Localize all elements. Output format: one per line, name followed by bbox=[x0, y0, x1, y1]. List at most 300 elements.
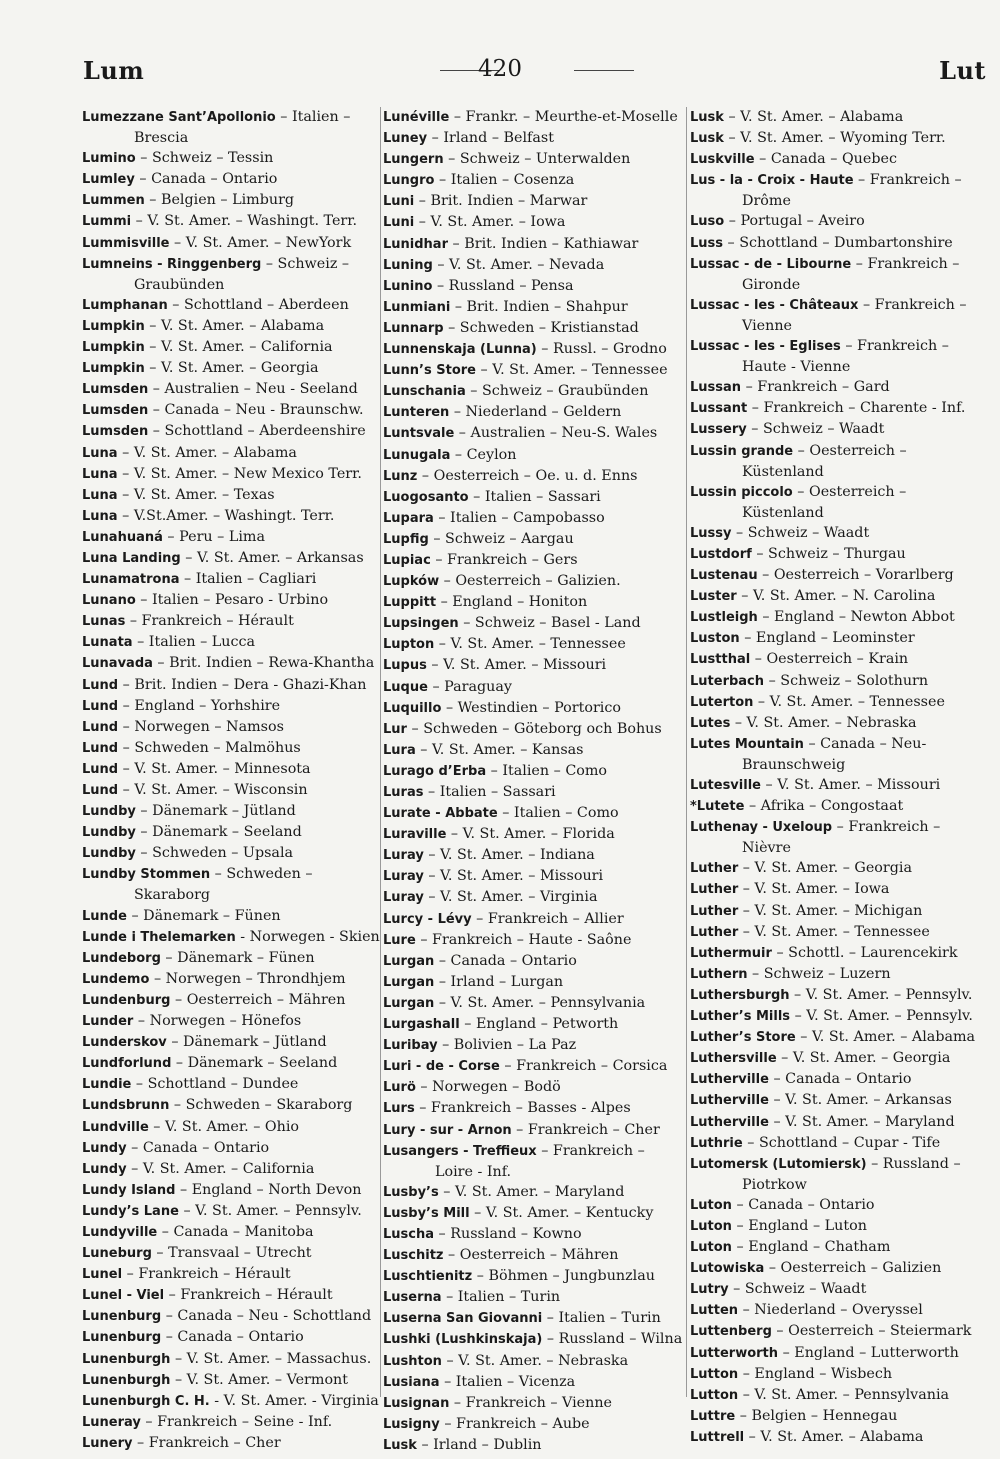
entry-location: – Canada – Ontario bbox=[731, 1196, 875, 1213]
entry-location: Nièvre bbox=[742, 840, 791, 857]
entry-location: – England – Yorhshire bbox=[118, 697, 281, 714]
entry-location: – Schweiz – Unterwalden bbox=[443, 151, 631, 168]
gazetteer-entry bbox=[82, 254, 378, 275]
entry-headword: Lurgan bbox=[383, 974, 435, 990]
entry-headword: Luton bbox=[690, 1218, 732, 1234]
gazetteer-entry bbox=[82, 569, 378, 590]
entry-headword: Luntsvale bbox=[383, 426, 455, 442]
entry-headword: Lunde i Thelemarken bbox=[82, 929, 236, 945]
entry-headword: Lusby’s Mill bbox=[383, 1205, 470, 1221]
gazetteer-entry bbox=[383, 1329, 688, 1350]
entry-location: – Oesterreich – Steiermark bbox=[771, 1323, 972, 1340]
gazetteer-entry bbox=[690, 985, 988, 1006]
entry-location: – Frankreich – bbox=[536, 1142, 645, 1159]
gazetteer-entry bbox=[383, 677, 688, 698]
gazetteer-entry bbox=[383, 487, 688, 508]
gazetteer-entry bbox=[383, 128, 688, 149]
entry-headword: Lunmiani bbox=[383, 299, 451, 315]
header-left-catchword: Lum bbox=[83, 56, 145, 85]
entry-continuation bbox=[82, 275, 378, 295]
entry-headword: Lury - sur - Arnon bbox=[383, 1122, 512, 1138]
entry-location: – Italien – Vicenza bbox=[439, 1373, 576, 1390]
page-header bbox=[0, 52, 1000, 92]
gazetteer-entry bbox=[690, 1133, 988, 1154]
entry-location: – Schweiz – Waadt bbox=[728, 1281, 867, 1298]
entry-location: – V. St. Amer. – Pennsylv. bbox=[789, 986, 973, 1003]
entry-headword: Lunenburgh bbox=[82, 1372, 171, 1388]
entry-location: – Italien – Pesaro - Urbino bbox=[135, 592, 329, 609]
entry-continuation bbox=[690, 191, 988, 211]
entry-headword: Luning bbox=[383, 257, 433, 273]
entry-headword: Lusignan bbox=[383, 1395, 450, 1411]
gazetteer-entry bbox=[82, 316, 378, 337]
entry-headword: Luso bbox=[690, 214, 725, 230]
entry-location: – Frankreich – Seine - Inf. bbox=[140, 1413, 333, 1430]
entry-headword: Luray bbox=[383, 869, 424, 885]
entry-headword: Lushki (Lushkinskaja) bbox=[383, 1332, 543, 1348]
gazetteer-entry bbox=[383, 1098, 688, 1119]
entry-headword: Lumsden bbox=[82, 382, 149, 398]
entry-location: – Brit. Indien – Shahpur bbox=[450, 298, 628, 315]
gazetteer-entry bbox=[383, 1035, 688, 1056]
gazetteer-entry bbox=[690, 233, 988, 254]
entry-location: – V. St. Amer. – Tennessee bbox=[738, 923, 930, 940]
entry-location: – Canada – Ontario bbox=[134, 171, 278, 188]
entry-location: – Transvaal – Utrecht bbox=[151, 1245, 312, 1262]
gazetteer-entry bbox=[383, 719, 688, 740]
gazetteer-entry bbox=[82, 611, 378, 632]
entry-location: – V. St. Amer. – Wisconsin bbox=[118, 782, 308, 798]
gazetteer-entry bbox=[383, 824, 688, 845]
entry-headword: Luri - de - Corse bbox=[383, 1059, 500, 1075]
gazetteer-entry bbox=[690, 628, 988, 649]
gazetteer-entry bbox=[690, 943, 988, 964]
entry-location: – V. St. Amer. – NewYork bbox=[169, 234, 352, 251]
entry-headword: Lupków bbox=[383, 574, 440, 590]
gazetteer-entry bbox=[383, 592, 688, 613]
gazetteer-entry bbox=[383, 107, 688, 128]
gazetteer-entry bbox=[690, 1090, 988, 1111]
gazetteer-entry bbox=[690, 1112, 988, 1133]
entry-headword: Lunano bbox=[82, 593, 136, 609]
entry-location: – Frankreich – bbox=[832, 819, 941, 836]
entry-location: – V.St.Amer. – Washingt. Terr. bbox=[117, 507, 335, 524]
entry-headword: Luserna San Giovanni bbox=[383, 1311, 543, 1327]
entry-location: – Niederland – Overyssel bbox=[738, 1302, 923, 1319]
entry-location: – V. St. Amer. – Georgia bbox=[144, 360, 319, 377]
entry-location: – Italien – Lucca bbox=[132, 634, 256, 651]
entry-headword: Lusk bbox=[690, 110, 724, 125]
gazetteer-entry bbox=[82, 443, 378, 464]
entry-headword: Lussac - les - Eglises bbox=[690, 339, 841, 355]
entry-headword: Lupara bbox=[383, 510, 434, 526]
entry-location: Loire - Inf. bbox=[435, 1163, 512, 1180]
entry-location: – V. St. Amer. – Virginia bbox=[423, 889, 598, 906]
entry-location: Küstenland bbox=[742, 504, 824, 521]
entry-location: – Frankreich – Basses - Alpes bbox=[414, 1100, 631, 1117]
entry-headword: Lund bbox=[82, 677, 119, 693]
gazetteer-entry bbox=[690, 671, 988, 692]
entry-location: Drôme bbox=[742, 193, 791, 210]
entry-headword: Lumsden bbox=[82, 403, 149, 419]
gazetteer-entry bbox=[383, 1435, 688, 1456]
entry-headword: Lutherville bbox=[690, 1072, 769, 1088]
gazetteer-entry bbox=[82, 780, 378, 801]
gazetteer-entry bbox=[82, 969, 378, 990]
entry-location: – Westindien – Portorico bbox=[441, 699, 621, 716]
gazetteer-entry bbox=[383, 571, 688, 592]
gazetteer-entry bbox=[82, 1222, 378, 1243]
entry-headword: Lupus bbox=[383, 658, 427, 674]
entry-headword: Luserna bbox=[383, 1290, 442, 1306]
entry-headword: Luney bbox=[383, 131, 428, 147]
gazetteer-entry bbox=[383, 212, 688, 233]
entry-location: – Norwegen – Throndhjem bbox=[149, 970, 346, 987]
entry-location: – Oesterreich – Galizien. bbox=[439, 573, 621, 590]
gazetteer-entry bbox=[82, 801, 378, 822]
gazetteer-entry bbox=[82, 169, 378, 190]
gazetteer-entry bbox=[82, 295, 378, 316]
entry-headword: Lunenburg bbox=[82, 1330, 162, 1346]
entry-location: – Russl. – Grodno bbox=[536, 341, 667, 358]
gazetteer-entry bbox=[82, 1285, 378, 1306]
entry-location: Brescia bbox=[134, 130, 189, 147]
entry-location: – V. St. Amer. – Florida bbox=[446, 826, 615, 843]
gazetteer-entry bbox=[383, 445, 688, 466]
entry-location: – Schottland – Dundee bbox=[131, 1076, 299, 1093]
entry-headword: Lunata bbox=[82, 635, 133, 651]
entry-headword: Luna bbox=[82, 508, 118, 524]
entry-location: – V. St. Amer. – Alabama bbox=[744, 1428, 924, 1445]
entry-headword: Lurgashall bbox=[383, 1017, 460, 1033]
entry-headword: Lunschania bbox=[383, 384, 466, 400]
gazetteer-entry bbox=[690, 565, 988, 586]
entry-headword: Lurcy - Lévy bbox=[383, 911, 472, 927]
gazetteer-entry bbox=[690, 170, 988, 191]
entry-headword: Lurago d’Erba bbox=[383, 763, 487, 779]
entry-location: – Schweiz – Luzern bbox=[747, 965, 891, 982]
gazetteer-entry bbox=[82, 1412, 378, 1433]
gazetteer-entry bbox=[690, 922, 988, 943]
gazetteer-entry bbox=[690, 336, 988, 357]
entry-headword: Luribay bbox=[383, 1038, 438, 1054]
entry-location: – Afrika – Congostaat bbox=[744, 798, 904, 815]
entry-location: – Dänemark – Jütland bbox=[135, 803, 296, 820]
entry-location: – Canada – Manitoba bbox=[157, 1223, 314, 1240]
gazetteer-entry bbox=[82, 190, 378, 211]
entry-headword: Lunde bbox=[82, 908, 127, 924]
entry-headword: Lunn’s Store bbox=[383, 363, 476, 379]
entry-headword: Lumsden bbox=[82, 424, 149, 440]
entry-headword: Luni bbox=[383, 215, 415, 231]
entry-location: – Schweiz – Solothurn bbox=[764, 672, 929, 689]
entry-location: – Schweden – Göteborg och Bohus bbox=[406, 720, 662, 737]
entry-location: – Dänemark – Seeland bbox=[171, 1055, 338, 1072]
gazetteer-entry bbox=[82, 379, 378, 400]
entry-headword: Luther bbox=[690, 903, 739, 919]
entry-location: – Frankreich – Cher bbox=[511, 1121, 660, 1138]
entry-headword: Luttrell bbox=[690, 1429, 745, 1445]
gazetteer-entry bbox=[690, 1427, 988, 1448]
entry-location: – Belgien – Limburg bbox=[144, 192, 295, 209]
gazetteer-entry bbox=[383, 1077, 688, 1098]
entry-headword: Lusk bbox=[690, 131, 724, 147]
entry-location: - V. St. Amer. - Virginia bbox=[209, 1392, 379, 1409]
entry-headword: Lumezzane Sant’Apollonio bbox=[82, 110, 276, 125]
gazetteer-entry bbox=[690, 1154, 988, 1175]
entry-headword: Luthermuir bbox=[690, 945, 772, 961]
entry-headword: Luskville bbox=[690, 152, 755, 168]
entry-headword: Lunel - Viel bbox=[82, 1288, 165, 1304]
gazetteer-entry bbox=[82, 485, 378, 506]
gazetteer-entry bbox=[690, 1279, 988, 1300]
entry-headword: Luthersville bbox=[690, 1051, 777, 1067]
gazetteer-entry bbox=[82, 464, 378, 485]
entry-headword: Lupton bbox=[383, 637, 435, 653]
gazetteer-entry bbox=[82, 1074, 378, 1095]
entry-location: Haute - Vienne bbox=[742, 359, 851, 376]
entry-location: – Russland – Kowno bbox=[434, 1225, 582, 1242]
gazetteer-entry bbox=[383, 1393, 688, 1414]
entry-location: – V. St. Amer. – Alabama bbox=[144, 317, 325, 334]
entry-location: – Oesterreich – Galizien bbox=[764, 1260, 942, 1277]
gazetteer-entry bbox=[383, 1203, 688, 1224]
gazetteer-entry bbox=[82, 1011, 378, 1032]
gazetteer-entry bbox=[383, 402, 688, 423]
entry-location: – V. St. Amer. – Missouri bbox=[423, 868, 604, 885]
entry-headword: Luthenay - Uxeloup bbox=[690, 820, 833, 836]
entry-location: – V. St. Amer. – Nebraska bbox=[730, 714, 917, 731]
entry-location: – Schweiz – Tessin bbox=[135, 150, 274, 167]
gazetteer-entry bbox=[82, 927, 378, 948]
page-number: 420 bbox=[478, 56, 522, 82]
gazetteer-entry bbox=[690, 211, 988, 232]
gazetteer-entry bbox=[690, 734, 988, 755]
entry-headword: Lunder bbox=[82, 1014, 134, 1030]
entry-location: – Italien – bbox=[275, 109, 351, 125]
entry-location: – Canada – Ontario bbox=[126, 1139, 270, 1156]
gazetteer-entry bbox=[690, 295, 988, 316]
entry-headword: Lumpkin bbox=[82, 361, 145, 377]
entry-location: – England – Newton Abbot bbox=[757, 609, 955, 626]
entry-location: – Oesterreich – Oe. u. d. Enns bbox=[417, 467, 638, 484]
entry-location: – Belgien – Hennegau bbox=[735, 1407, 898, 1424]
entry-headword: Lund bbox=[82, 698, 119, 714]
gazetteer-entry bbox=[82, 590, 378, 611]
entry-location: – Frankreich – Hérault bbox=[164, 1287, 333, 1304]
gazetteer-entry bbox=[690, 544, 988, 565]
entry-headword: Lundby bbox=[82, 825, 136, 841]
gazetteer-entry bbox=[82, 653, 378, 674]
entry-location: – Frankreich – bbox=[858, 296, 967, 313]
gazetteer-entry bbox=[383, 297, 688, 318]
entry-headword: *Lutete bbox=[690, 799, 745, 815]
gazetteer-entry bbox=[82, 506, 378, 527]
gazetteer-entry bbox=[82, 632, 378, 653]
entry-location: – V. St. Amer. – Tennessee bbox=[753, 693, 945, 710]
entry-location: – England – North Devon bbox=[175, 1181, 362, 1198]
gazetteer-entry bbox=[690, 1048, 988, 1069]
entry-headword: Lusiana bbox=[383, 1374, 440, 1390]
entry-location: – Australien – Neu - Seeland bbox=[148, 381, 358, 398]
entry-location: – England – Chatham bbox=[731, 1239, 891, 1256]
gazetteer-entry bbox=[690, 128, 988, 149]
entry-location: – Oesterreich – Mähren bbox=[443, 1247, 619, 1264]
gazetteer-entry bbox=[82, 843, 378, 864]
entry-headword: Lunnarp bbox=[383, 320, 444, 336]
gazetteer-entry bbox=[383, 740, 688, 761]
gazetteer-entry bbox=[690, 441, 988, 462]
entry-location: – Italien – Sassari bbox=[423, 784, 556, 800]
gazetteer-entry bbox=[690, 254, 988, 275]
gazetteer-entry bbox=[690, 1364, 988, 1385]
gazetteer-entry bbox=[383, 1245, 688, 1266]
entry-headword: Lusigny bbox=[383, 1416, 440, 1432]
gazetteer-entry bbox=[383, 698, 688, 719]
entry-location: – England – Petworth bbox=[459, 1016, 619, 1033]
entry-location: – Dänemark – Fünen bbox=[126, 907, 281, 924]
entry-location: – Russland – Wilna bbox=[542, 1331, 683, 1348]
entry-location: – Schweden – Malmöhus bbox=[118, 739, 301, 756]
entry-location: – V. St. Amer. – Pennsylv. bbox=[178, 1202, 362, 1219]
entry-location: – Schottland – Aberdeen bbox=[167, 296, 349, 313]
entry-location: – Italien – Sassari bbox=[468, 488, 601, 505]
entry-headword: Lussan bbox=[690, 380, 742, 396]
entry-location: – Frankreich – Aube bbox=[439, 1415, 590, 1432]
gazetteer-entry bbox=[383, 1287, 688, 1308]
entry-location: – Schweden – bbox=[210, 866, 313, 883]
entry-headword: Luneray bbox=[82, 1414, 141, 1430]
gazetteer-entry bbox=[82, 1138, 378, 1159]
entry-location: – V. St. Amer. – New Mexico Terr. bbox=[117, 465, 362, 482]
gazetteer-entry bbox=[690, 796, 988, 817]
entry-headword: Lunteren bbox=[383, 405, 450, 421]
entry-headword: Lumley bbox=[82, 172, 135, 188]
entry-headword: Lundsbrunn bbox=[82, 1098, 170, 1114]
entry-headword: Lupsingen bbox=[383, 616, 459, 632]
entry-continuation bbox=[82, 885, 378, 905]
entry-headword: Lutes Mountain bbox=[690, 736, 804, 752]
entry-headword: Lumpkin bbox=[82, 340, 145, 356]
entry-headword: Lupiac bbox=[383, 552, 431, 568]
entry-location: Braunschweig bbox=[742, 756, 846, 773]
gazetteer-entry bbox=[82, 738, 378, 759]
entry-headword: Lusby’s bbox=[383, 1184, 439, 1200]
gazetteer-entry bbox=[690, 964, 988, 985]
entry-continuation bbox=[82, 128, 378, 148]
entry-headword: Lutterworth bbox=[690, 1345, 779, 1361]
entry-headword: Lunery bbox=[82, 1435, 133, 1451]
entry-location: – V. St. Amer. – Tennessee bbox=[476, 362, 668, 379]
entry-location: – England – Lutterworth bbox=[778, 1344, 959, 1361]
entry-headword: Luston bbox=[690, 631, 740, 647]
entry-headword: Lunino bbox=[383, 278, 433, 294]
entry-headword: Lussy bbox=[690, 525, 732, 541]
gazetteer-entry bbox=[383, 255, 688, 276]
entry-headword: Lunamatrona bbox=[82, 572, 180, 588]
gazetteer-entry bbox=[690, 586, 988, 607]
gazetteer-entry bbox=[383, 339, 688, 360]
entry-location: – Frankreich – Cher bbox=[132, 1434, 281, 1451]
entry-headword: Lurate - Abbate bbox=[383, 806, 498, 822]
entry-headword: Luttenberg bbox=[690, 1324, 772, 1340]
entry-headword: Lure bbox=[383, 932, 416, 948]
header-rule-right bbox=[574, 70, 634, 71]
entry-headword: Lutton bbox=[690, 1366, 739, 1382]
gazetteer-entry bbox=[690, 1258, 988, 1279]
gazetteer-entry bbox=[82, 107, 378, 128]
entry-headword: Luna bbox=[82, 466, 118, 482]
entry-location: – Frankr. – Meurthe-et-Moselle bbox=[449, 109, 678, 125]
entry-continuation bbox=[690, 1175, 988, 1195]
entry-headword: Luraville bbox=[383, 827, 447, 843]
gazetteer-entry bbox=[383, 1014, 688, 1035]
entry-headword: Lussin grande bbox=[690, 443, 794, 459]
entry-location: – V. St. Amer. – Wyoming Terr. bbox=[723, 130, 946, 147]
entry-location: – Frankreich – Charente - Inf. bbox=[747, 400, 966, 417]
gazetteer-entry bbox=[383, 1056, 688, 1077]
entry-headword: Lumpkin bbox=[82, 318, 145, 334]
entry-location: – V. St. Amer. – Iowa bbox=[414, 214, 566, 231]
entry-location: – Schottland – Cupar - Tife bbox=[742, 1134, 941, 1151]
entry-location: – V. St. Amer. – Nevada bbox=[432, 256, 605, 273]
gazetteer-entry bbox=[82, 1327, 378, 1348]
entry-headword: Luneburg bbox=[82, 1246, 152, 1262]
gazetteer-entry bbox=[383, 1372, 688, 1393]
entry-headword: Lussin piccolo bbox=[690, 484, 793, 500]
entry-headword: Lund bbox=[82, 719, 119, 735]
entry-location: – Frankreich – Corsica bbox=[499, 1058, 668, 1075]
entry-location: – Australien – Neu-S. Wales bbox=[454, 425, 658, 442]
gazetteer-entry bbox=[82, 337, 378, 358]
gazetteer-entry bbox=[82, 148, 378, 169]
entry-location: – Brit. Indien – Kathiawar bbox=[448, 235, 639, 252]
gazetteer-entry bbox=[690, 1406, 988, 1427]
entry-location: – Schottland – Dumbartonshire bbox=[723, 234, 953, 251]
column-3 bbox=[690, 107, 988, 1448]
gazetteer-entry bbox=[383, 1266, 688, 1287]
entry-headword: Lushton bbox=[383, 1353, 442, 1369]
entry-continuation bbox=[383, 1162, 688, 1182]
entry-headword: Luna bbox=[82, 445, 118, 461]
gazetteer-entry bbox=[690, 879, 988, 900]
entry-headword: Lundby bbox=[82, 846, 136, 862]
entry-headword: Lundby Stommen bbox=[82, 867, 211, 883]
entry-location: – Norwegen – Hönefos bbox=[133, 1013, 302, 1030]
gazetteer-entry bbox=[690, 1069, 988, 1090]
entry-headword: Luther bbox=[690, 924, 739, 940]
entry-location: – V. St. Amer. – Maryland bbox=[768, 1113, 955, 1130]
entry-location: – Frankreich – Allier bbox=[471, 910, 624, 927]
gazetteer-entry bbox=[690, 775, 988, 796]
entry-location: – Italien – Cosenza bbox=[434, 172, 575, 189]
header-right-catchword: Lut bbox=[939, 56, 986, 85]
entry-headword: Lunenburgh bbox=[82, 1351, 171, 1367]
entry-location: – Canada – Ontario bbox=[434, 952, 577, 969]
gazetteer-entry bbox=[383, 508, 688, 529]
gazetteer-entry bbox=[383, 360, 688, 381]
entry-location: – Portugal – Aveiro bbox=[724, 213, 865, 230]
entry-location: – V. St. Amer. – Kansas bbox=[415, 741, 584, 758]
entry-continuation bbox=[690, 462, 988, 482]
gazetteer-entry bbox=[82, 548, 378, 569]
gazetteer-entry bbox=[82, 1032, 378, 1053]
entry-headword: Lustthal bbox=[690, 652, 751, 668]
entry-location: – V. St. Amer. – N. Carolina bbox=[736, 588, 936, 605]
gazetteer-entry bbox=[383, 866, 688, 887]
gazetteer-entry bbox=[82, 759, 378, 780]
entry-location: – Schweiz – Thurgau bbox=[751, 545, 906, 562]
